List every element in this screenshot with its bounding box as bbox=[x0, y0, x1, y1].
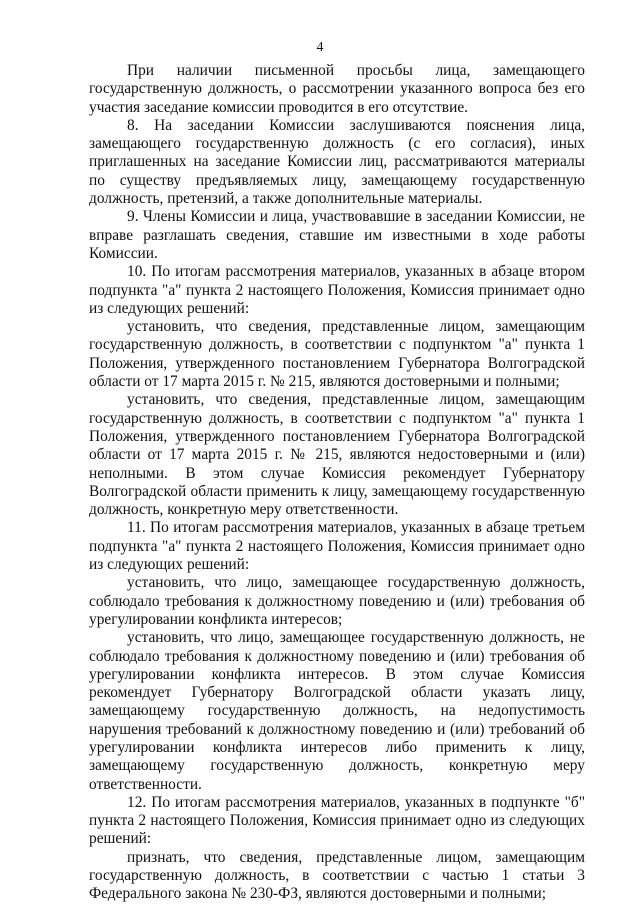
paragraph-11-option-1: установить, что лицо, замещающее государственную должность, соблюдало требования к должностному поведению и (или) требования об урегулировании конфликта интересов; bbox=[89, 574, 585, 628]
paragraph-9: 9. Члены Комиссии и лица, участвовавшие в заседании Комиссии, не вправе разглашать сведения, ставшие им известными в ходе работы Комиссии. bbox=[89, 208, 585, 262]
paragraph-12: 12. По итогам рассмотрения материалов, указанных в подпункте "б" пункта 2 настоящего Положения, Комиссия принимает одно из следующих решений: bbox=[89, 793, 585, 848]
paragraph-10-option-2: установить, что сведения, представленные лицом, замещающим государственную должность, в соответствии с подпунктом "а" пункта 1 Положения, утвержденного постановлением Губернатора Волгоградской области от 17 марта 2015 г. № 215, являются недостоверными и (или) неполными. В этом случае Комиссия рекомендует Губернатору Волгоградской области применить к лицу, замещающему государственную должность, конкретную меру ответственности. bbox=[89, 391, 585, 519]
paragraph-absence-request: При наличии письменной просьбы лица, замещающего государственную должность, о рассмотрении указанного вопроса без его участия заседание комиссии проводится в его отсутствие. bbox=[89, 62, 585, 116]
paragraph-10-option-1: установить, что сведения, представленные лицом, замещающим государственную должность, в соответствии с подпунктом "а" пункта 1 Положения, утвержденного постановлением Губернатора Волгоградской области от 17 марта 2015 г. № 215, являются достоверными и полными; bbox=[89, 318, 585, 391]
document-body bbox=[89, 62, 585, 904]
paragraph-12-option-1: признать, что сведения, представленные лицом, замещающим государственную должность, в соответствии с частью 1 статьи 3 Федерального закона № 230-ФЗ, являются достоверными и полными; bbox=[89, 848, 585, 903]
paragraph-11-option-2: установить, что лицо, замещающее государственную должность, не соблюдало требования к должностному поведению и (или) требования об урегулировании конфликта интересов. В этом случае Комиссия рекомендует Губернатору Волгоградской области указать лицу, замещающему государственную должность, на недопустимость нарушения требований к должностному поведению и (или) требований об урегулировании конфликта интересов либо применить к лицу, замещающему государственную должность, конкретную меру ответственности. bbox=[89, 629, 585, 793]
page-number: 4 bbox=[316, 40, 324, 55]
paragraph-10: 10. По итогам рассмотрения материалов, указанных в абзаце втором подпункта "а" пункта 2 настоящего Положения, Комиссия принимает одно из следующих решений: bbox=[89, 263, 585, 317]
paragraph-8: 8. На заседании Комиссии заслушиваются пояснения лица, замещающего государственную должность (с его согласия), иных приглашенных на заседание Комиссии лиц, рассматриваются материалы по существу предъявляемых лицу, замещающему государственную должность, претензий, а также дополнительные материалы. bbox=[89, 116, 585, 208]
paragraph-11: 11. По итогам рассмотрения материалов, указанных в абзаце третьем подпункта "а" пункта 2 настоящего Положения, Комиссия принимает одно из следующих решений: bbox=[89, 519, 585, 574]
